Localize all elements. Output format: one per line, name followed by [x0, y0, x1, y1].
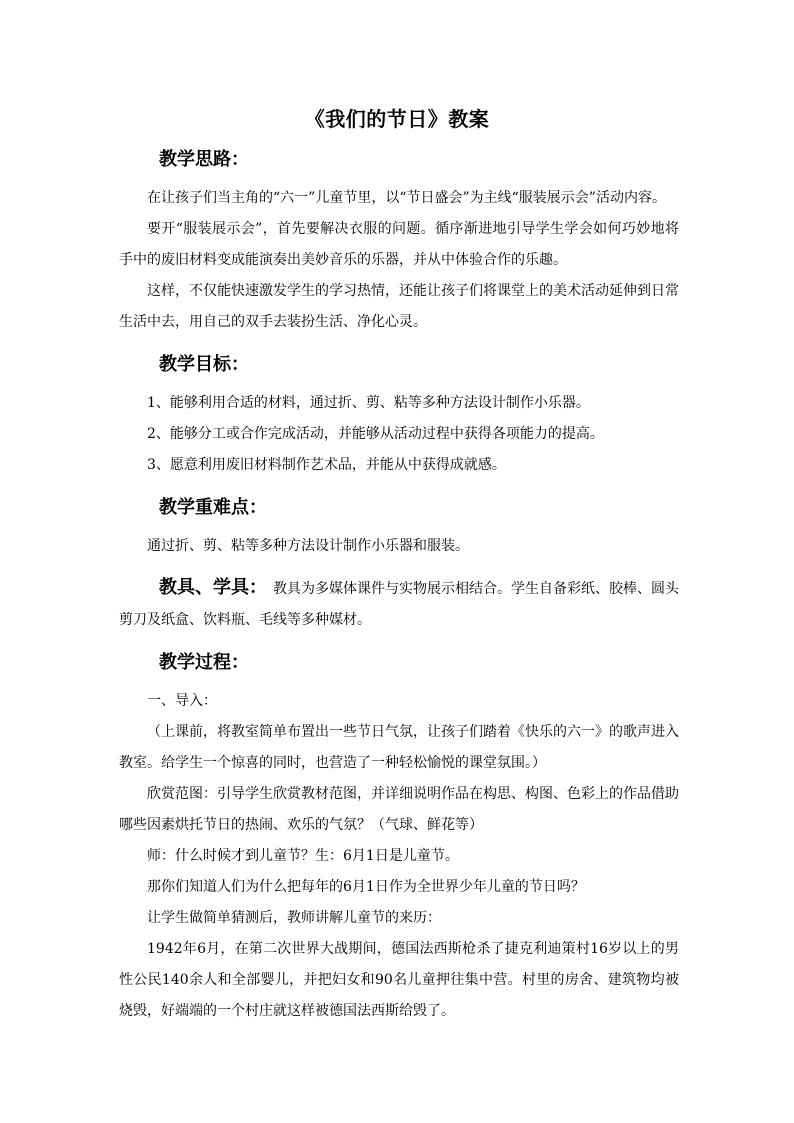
section-heading-teaching-process: 教学过程：	[159, 652, 249, 673]
paragraph: 师：什么时候才到儿童节？生：6月1日是儿童节。	[147, 848, 459, 864]
paragraph: 1942年6月，在第二次世界大战期间，德国法西斯枪杀了捷克利迪策村16岁以上的男性公民140余人和全部婴儿，并把妇女和90名儿童押往集中营。村里的房舍、建筑物均被烧毁，好端端的一个村庄就这样被德国法西斯给毁了。	[119, 941, 679, 1019]
key-points-text: 通过折、剪、粘等多种方法设计制作小乐器和服装。	[147, 538, 469, 554]
process-step-heading: 一、导入：	[147, 693, 217, 709]
paragraph: 欣赏范图：引导学生欣赏教材范图，并详细说明作品在构思、构图、色彩上的作品借助哪些因素烘托节日的热闹、欢乐的气氛？（气球、鲜花等）	[119, 786, 679, 833]
paragraph: 在让孩子们当主角的“六一”儿童节里，以“节日盛会”为主线“服装展示会”活动内容。	[147, 190, 666, 206]
goal-item: 2、能够分工或合作完成活动，并能够从活动过程中获得各项能力的提高。	[147, 426, 604, 442]
paragraph: 这样，不仅能快速激发学生的学习热情，还能让孩子们将课堂上的美术活动延伸到日常生活中去，用自己的双手去装扮生活、净化心灵。	[119, 283, 679, 330]
section-heading-teaching-aids: 教具、学具：	[159, 577, 267, 598]
goal-item: 1、能够利用合适的材料，通过折、剪、粘等多种方法设计制作小乐器。	[147, 395, 590, 411]
goal-item: 3、愿意利用废旧材料制作艺术品，并能从中获得成就感。	[147, 457, 506, 473]
paragraph: 让学生做简单猜测后，教师讲解儿童节的来历：	[147, 910, 441, 926]
document-title: 《我们的节日》教案	[304, 107, 490, 131]
paragraph: 那你们知道人们为什么把每年的6月1日作为全世界少年儿童的节日吗？	[147, 879, 585, 895]
teaching-aids-paragraph	[119, 572, 679, 636]
section-heading-teaching-goals: 教学目标：	[159, 354, 249, 375]
document-body	[119, 143, 679, 1027]
section-heading-teaching-approach: 教学思路：	[159, 149, 249, 170]
teaching-aids-text: 教具为多媒体课件与实物展示相结合。学生自备彩纸、胶棒、圆头剪刀及纸盒、饮料瓶、毛线等多种媒材。	[119, 581, 679, 628]
paragraph: （上课前，将教室简单布置出一些节日气氛，让孩子们踏着《快乐的六一》的歌声进入教室。给学生一个惊喜的同时，也营造了一种轻松愉悦的课堂氛围。）	[119, 724, 679, 771]
section-heading-key-points: 教学重难点：	[159, 497, 267, 518]
paragraph: 要开“服装展示会”，首先要解决衣服的问题。循序渐进地引导学生学会如何巧妙地将手中的废旧材料变成能演奏出美妙音乐的乐器，并从中体验合作的乐趣。	[119, 221, 679, 268]
